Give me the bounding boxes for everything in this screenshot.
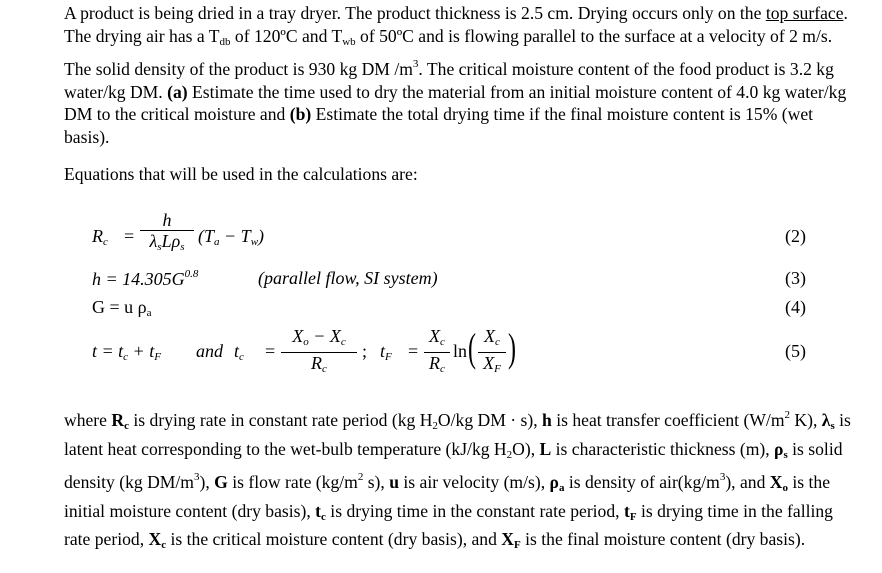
part-b-label: (b)	[289, 104, 312, 124]
equation-3-number: (3)	[785, 268, 806, 288]
top-surface-underlined: top surface	[765, 3, 844, 23]
variable-definitions: where $R_c$ is drying rate in constant rate period (kg $H_2O/kg$ DM · s), h is heat transfer coefficient ($W/m^2$ K), $\lambda_s$ is latent heat corresponding to the wet-bulb temperature (kJ/kg $H_2O$), L is characteristic thickness (m), $\rho_s$ is solid density (kg $DM/m^3$), G is flow rate ($kg/m^2$ s), u is air velocity (m/s), $\rho_a$ is density of $air(kg/m^3)$, and $X_o$ is the initial moisture content (dry basis), $t_c$ is drying time in the constant rate period, $t_F$ is drying time in the falling rate period, $X_c$ is the critical moisture content (dry basis), and $X_F$ is the final moisture content (dry basis).	[64, 409, 851, 551]
equations-intro: Equations that will be used in the calculations are:	[64, 164, 418, 184]
equation-2-number: (2)	[785, 226, 806, 246]
problem-statement: A product is being dried in a tray dryer. The product thickness is 2.5 cm. Drying occurs only on the top surface. The drying air has a $T_{db}$ of 120ºC and $T_{wb}$ of 50ºC and is flowing parallel to the surface at a velocity of 2 m/s. The solid density of the product is 930 kg DM $/m^3$. The critical moisture content of the food product is 3.2 kg water/kg DM. (a) Estimate the time used to dry the material from an initial moisture content of 4.0 kg water/kg DM to the critical moisture and (b) Estimate the total drying time if the final moisture content is 15% (wet basis).	[64, 3, 848, 147]
part-a-label: (a)	[167, 81, 188, 102]
equation-5-number: (5)	[785, 341, 806, 361]
equation-4-number: (4)	[785, 297, 806, 317]
